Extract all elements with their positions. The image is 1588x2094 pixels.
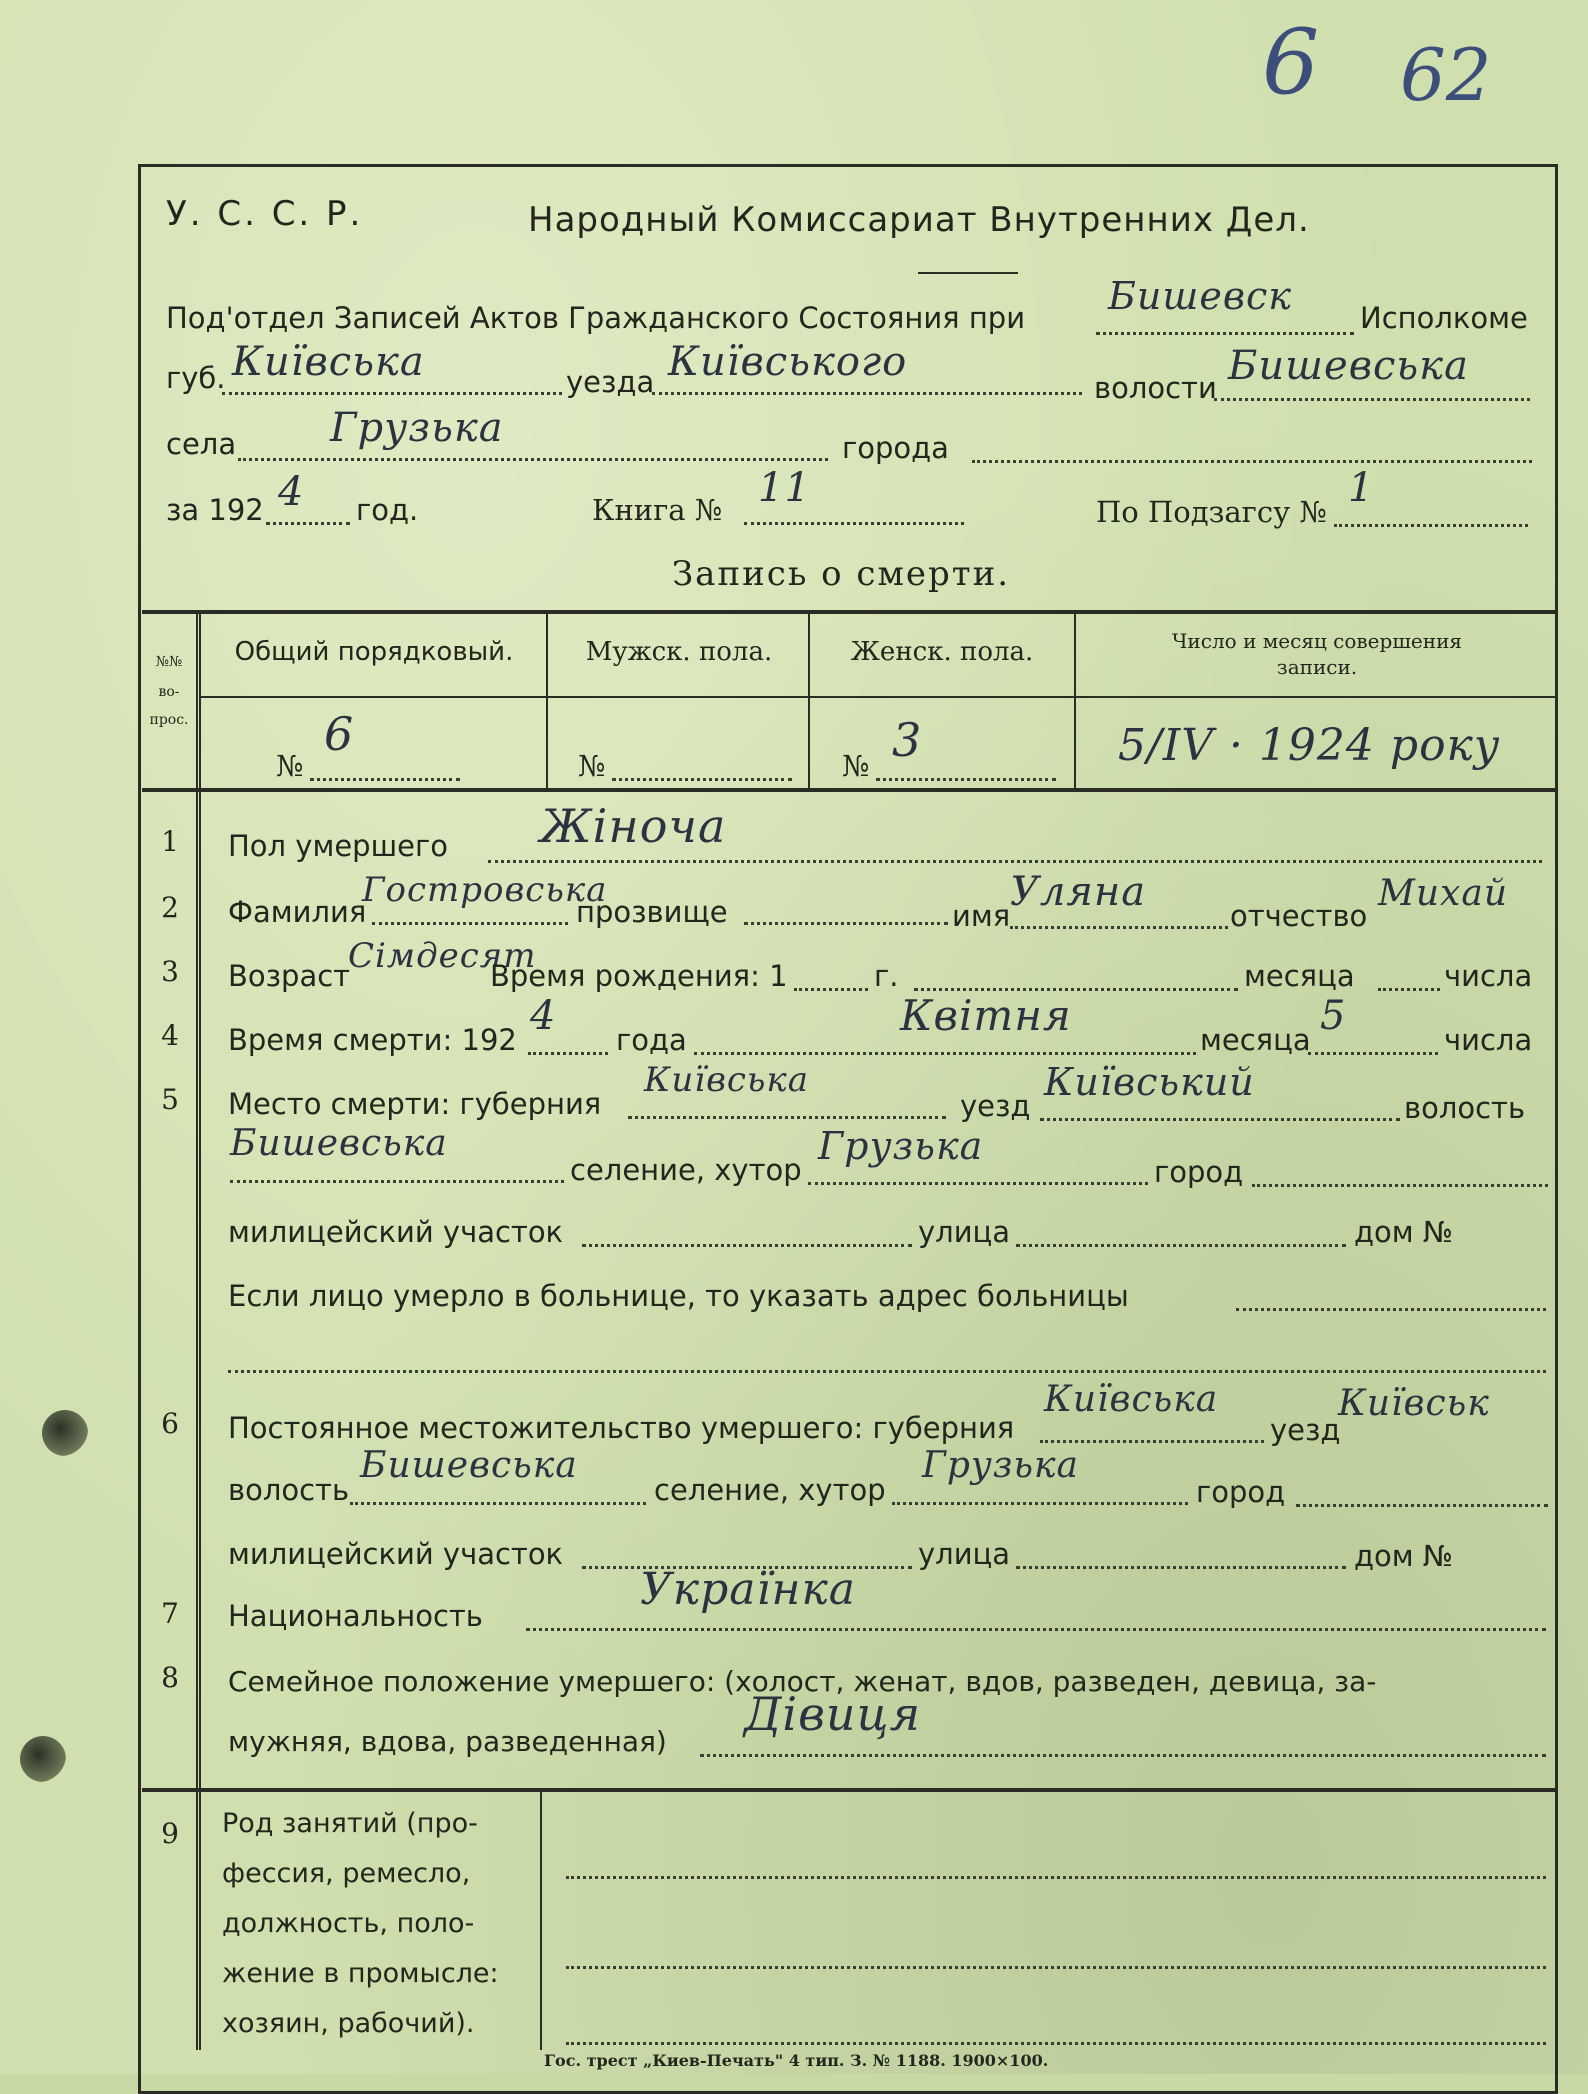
row-4-goda-label: года — [616, 1023, 687, 1057]
year-label: за 192 — [166, 493, 264, 527]
book-dots — [744, 522, 964, 525]
uezd-label: уезда — [566, 365, 655, 399]
question-col-line1: №№ — [155, 654, 183, 670]
selo-dots — [238, 458, 828, 461]
row-6-volost-value: Бишевська — [360, 1445, 578, 1486]
row-3-day-dots — [1378, 988, 1440, 991]
question-col-line3: прос. — [149, 712, 189, 728]
row-5-street-dots — [1016, 1244, 1346, 1247]
row-3-label: Возраст — [228, 959, 351, 993]
year-suffix: год. — [356, 493, 419, 527]
archive-number-second: 62 — [1400, 33, 1492, 117]
row-3-number: 3 — [161, 955, 179, 988]
volost-label: волости — [1094, 371, 1217, 405]
row-8-line1: Семейное положение умершего: (холост, женат, вдов, разведен, девица, за- — [228, 1665, 1377, 1698]
gub-handwritten: Київська — [232, 339, 425, 385]
row-5-gorod-dots — [1252, 1184, 1548, 1187]
row-6-gorod-label: город — [1196, 1475, 1286, 1509]
row-1-label: Пол умершего — [228, 829, 448, 863]
year-handwritten: 4 — [278, 469, 305, 515]
ussr-label: У. С. С. Р. — [166, 194, 364, 234]
subdept-post-label: Исполкоме — [1360, 301, 1528, 335]
row-6-street-label: улица — [918, 1537, 1011, 1571]
row-9-num-divider — [196, 1790, 201, 2050]
row-9-line3: должность, поло- — [222, 1908, 475, 1939]
row-6-volost-label: волость — [228, 1473, 350, 1507]
female-num-dots — [876, 778, 1056, 781]
printer-imprint: Гос. трест „Киев-Печать" 4 тип. З. № 1188. 1900×100. — [544, 2051, 1049, 2070]
gub-dots — [222, 392, 562, 395]
table-top-line — [142, 610, 1558, 614]
row-5-volost-label: волость — [1404, 1091, 1526, 1125]
row-9-top-line — [142, 1788, 1558, 1792]
col-male-divider — [808, 612, 810, 788]
row-7-number: 7 — [161, 1597, 179, 1630]
subrecord-label: По Подзагсу № — [1096, 495, 1327, 529]
row-3-month-label: месяца — [1244, 959, 1355, 993]
row-5-number: 5 — [161, 1083, 179, 1116]
row-9-line1: Род занятий (про- — [222, 1808, 478, 1839]
row-6-uezd-label: уезд — [1270, 1413, 1341, 1447]
row-7-label: Национальность — [228, 1599, 483, 1633]
gub-label: губ. — [166, 361, 226, 395]
subdept-label: Под'отдел Записей Актов Гражданского Состояния при — [166, 301, 1026, 335]
row-4-month-value: Квітня — [900, 991, 1072, 1040]
row-9-dots-1 — [566, 1876, 1546, 1879]
row-2-name-dots — [1010, 926, 1228, 929]
row-5-street-label: улица — [918, 1215, 1011, 1249]
row-6-label: Постоянное местожительство умершего: губерния — [228, 1411, 1015, 1445]
row-4-day-label: числа — [1444, 1023, 1533, 1057]
row-5-selenie-value: Грузька — [818, 1124, 984, 1168]
book-handwritten: 11 — [758, 465, 811, 511]
subdept-handwritten: Бишевск — [1108, 274, 1292, 318]
row-6-house-label: дом № — [1354, 1539, 1454, 1573]
subrecord-dots — [1334, 524, 1528, 527]
row-3-year-dots — [794, 988, 868, 991]
row-5-selenie-dots — [808, 1182, 1148, 1185]
binder-hole-top — [42, 1410, 88, 1456]
row-5-volost-value: Бишевська — [230, 1123, 448, 1164]
gorod-label: города — [842, 431, 949, 465]
binder-hole-bottom — [20, 1736, 66, 1782]
row-6-street-dots — [1016, 1566, 1346, 1569]
table-header-bottom-line — [142, 788, 1558, 792]
row-3-birth-label: Время рождения: 1 — [490, 959, 788, 993]
row-2-patr-label: отчество — [1230, 899, 1368, 933]
row-5-militia-label: милицейский участок — [228, 1215, 564, 1249]
male-num-dots — [612, 778, 792, 781]
row-6-gorod-dots — [1296, 1504, 1548, 1507]
volost-dots — [1214, 398, 1530, 401]
col-male-header: Мужск. пола. — [585, 637, 773, 667]
row-9-line4: жение в промысле: — [222, 1958, 499, 1989]
gorod-dots — [972, 460, 1532, 463]
row-6-number: 6 — [161, 1407, 179, 1440]
row-5-house-label: дом № — [1354, 1215, 1454, 1249]
row-1-dots — [488, 860, 1542, 863]
row-2-surname-value: Гостровська — [362, 870, 608, 910]
row-2-number: 2 — [161, 891, 179, 924]
row-5-selenie-label: селение, хутор — [570, 1153, 802, 1187]
row-9-dots-3 — [566, 2042, 1546, 2045]
title-underline — [918, 272, 1018, 274]
col-general-divider — [546, 612, 548, 788]
row-2-name-value: Уляна — [1010, 869, 1147, 915]
book-label: Книга № — [592, 493, 723, 527]
row-3-age-value: Сімдесят — [348, 936, 537, 976]
row-2-surname-label: Фамилия — [228, 895, 367, 929]
row-5-volost-dots — [230, 1180, 564, 1183]
record-date-value: 5/IV · 1924 року — [1118, 720, 1501, 771]
row-1-number: 1 — [161, 825, 179, 858]
row-5-gub-value: Київська — [644, 1060, 810, 1100]
row-6-selenie-label: селение, хутор — [654, 1473, 886, 1507]
row-4-number: 4 — [161, 1019, 179, 1052]
row-5-hospital-label: Если лицо умерло в больнице, то указать адрес больницы — [228, 1279, 1129, 1313]
selo-label: села — [166, 427, 237, 461]
row-6-militia-label: милицейский участок — [228, 1537, 564, 1571]
year-dots — [266, 522, 350, 525]
row-4-day-dots — [1308, 1052, 1438, 1055]
row-2-surname-dots — [372, 922, 568, 925]
archive-number-first: 6 — [1262, 10, 1320, 115]
row-5-hospital-dots-2 — [228, 1370, 1546, 1373]
male-num-sign: № — [578, 749, 606, 783]
row-4-year-value: 4 — [530, 993, 557, 1039]
row-8-value: Дівиця — [744, 1687, 922, 1741]
row-6-gub-value: Київська — [1044, 1379, 1219, 1420]
record-title: Запись о смерти. — [672, 554, 1011, 594]
row-9-number: 9 — [161, 1817, 179, 1850]
question-col-line2: во- — [158, 684, 180, 700]
row-4-month-dots — [694, 1052, 1196, 1055]
commissariat-title: Народный Комиссариат Внутренних Дел. — [528, 200, 1310, 240]
row-8-line2: мужняя, вдова, разведенная) — [228, 1725, 667, 1758]
row-6-volost-dots — [350, 1502, 646, 1505]
row-4-day-value: 5 — [1320, 993, 1347, 1039]
row-4-month-label: месяца — [1200, 1023, 1311, 1057]
rownum-divider — [196, 790, 201, 1790]
female-num-value: 3 — [892, 713, 923, 767]
row-9-line2: фессия, ремесло, — [222, 1858, 471, 1889]
row-5-label: Место смерти: губерния — [228, 1087, 602, 1121]
row-6-selenie-value: Грузька — [922, 1445, 1079, 1486]
general-num-sign: № — [276, 749, 304, 783]
col-date-header: Число и месяц совершения записи. — [1171, 629, 1463, 679]
col-q-divider — [196, 612, 201, 788]
row-2-patr-value: Михай — [1378, 873, 1508, 914]
table-header-inner-line — [200, 696, 1558, 698]
female-num-sign: № — [842, 749, 870, 783]
row-5-militia-dots — [582, 1244, 912, 1247]
row-7-value: Українка — [640, 1564, 857, 1615]
subrecord-handwritten: 1 — [1348, 465, 1375, 511]
row-2-nick-label: прозвище — [576, 895, 728, 929]
general-num-value: 6 — [324, 707, 355, 761]
row-9-dots-2 — [566, 1966, 1546, 1969]
row-5-uezd-label: уезд — [960, 1089, 1031, 1123]
row-3-g-label: г. — [874, 959, 899, 993]
row-3-day-label: числа — [1444, 959, 1533, 993]
row-6-selenie-dots — [892, 1502, 1188, 1505]
uezd-dots — [652, 392, 1082, 395]
row-4-label: Время смерти: 192 — [228, 1023, 517, 1057]
row-1-value: Жіноча — [540, 799, 727, 853]
col-female-header: Женск. пола. — [850, 637, 1034, 667]
row-5-uezd-value: Київський — [1044, 1060, 1255, 1104]
row-5-gorod-label: город — [1154, 1155, 1244, 1189]
uezd-handwritten: Київського — [668, 339, 908, 385]
col-general-header: Общий порядковый. — [234, 637, 514, 667]
row-9-label-divider — [540, 1790, 542, 2050]
row-2-nick-dots — [744, 922, 948, 925]
row-6-gub-dots — [1040, 1440, 1264, 1443]
general-num-dots — [310, 778, 460, 781]
row-5-gub-dots — [628, 1116, 946, 1119]
row-8-dots — [700, 1754, 1546, 1757]
row-7-dots — [526, 1628, 1546, 1631]
row-4-year-dots — [528, 1052, 608, 1055]
col-female-divider — [1074, 612, 1076, 788]
volost-handwritten: Бишевська — [1228, 343, 1469, 389]
row-9-line5: хозяин, рабочий). — [222, 2008, 475, 2039]
row-2-name-label: имя — [952, 899, 1011, 933]
row-6-uezd-value: Київськ — [1338, 1383, 1490, 1424]
selo-handwritten: Грузька — [330, 405, 504, 451]
subdept-dots — [1096, 332, 1354, 335]
row-5-uezd-dots — [1040, 1118, 1400, 1121]
row-8-number: 8 — [161, 1661, 179, 1694]
row-5-hospital-dots-1 — [1236, 1308, 1546, 1311]
